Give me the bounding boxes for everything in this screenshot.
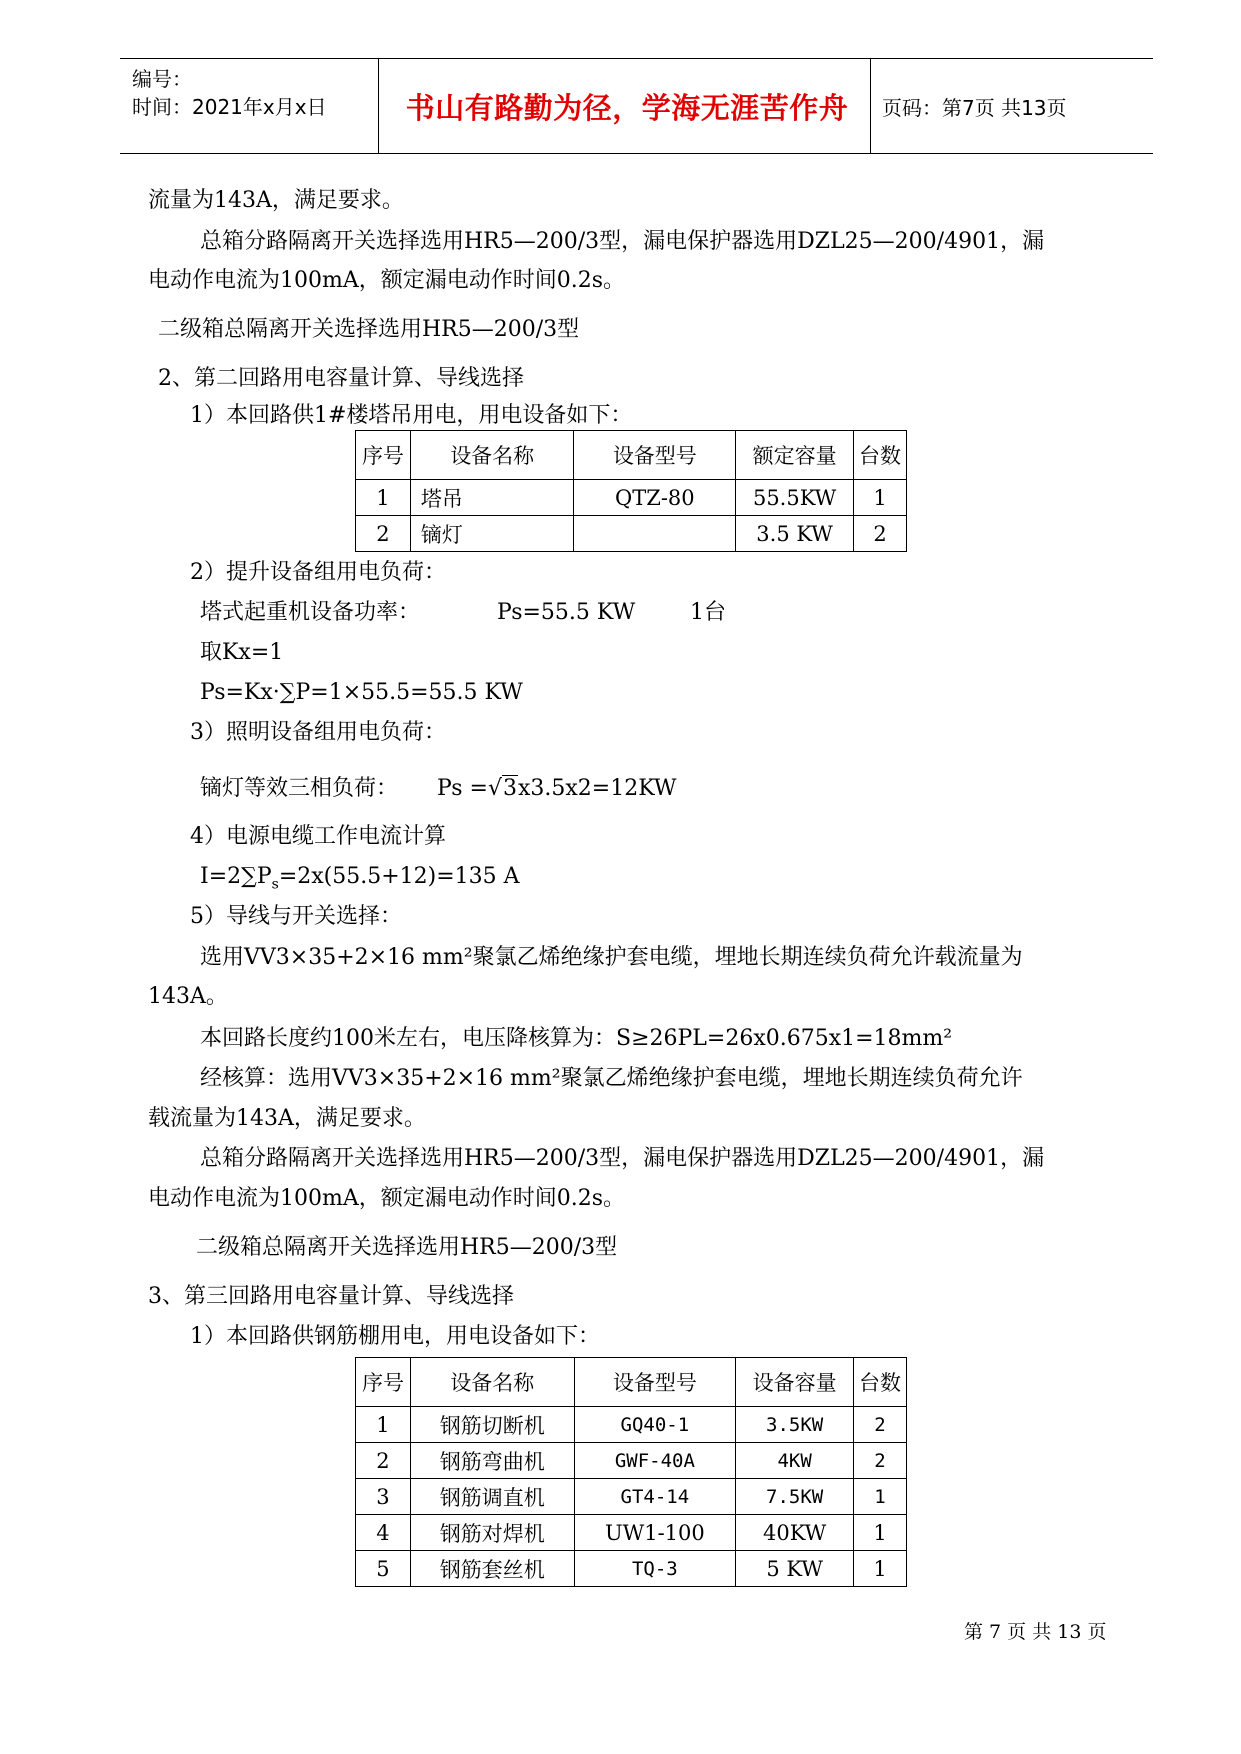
table-cell: 3 xyxy=(356,1479,411,1515)
table-cell: 1 xyxy=(356,1407,411,1443)
page-footer: 第 7 页 共 13 页 xyxy=(964,1621,1107,1643)
table-cell: 55.5KW xyxy=(736,480,854,516)
table-header-cell: 额定容量 xyxy=(736,431,854,480)
paragraph: 流量为143A，满足要求。 xyxy=(148,188,404,213)
formula-prefix: Ps = xyxy=(437,776,488,801)
table-cell: 钢筋套丝机 xyxy=(410,1551,574,1587)
table-cell: 40KW xyxy=(736,1515,854,1551)
formula-suffix: x3.5x2=12KW xyxy=(517,776,677,801)
table-header-cell: 序号 xyxy=(356,431,411,480)
equipment-table-circuit-2 xyxy=(355,430,907,552)
header-divider xyxy=(378,59,379,153)
table-cell: UW1-100 xyxy=(574,1515,736,1551)
table-row xyxy=(356,1407,907,1443)
header-motto: 书山有路勤为径，学海无涯苦作舟 xyxy=(405,90,849,125)
formula-line xyxy=(200,598,726,628)
table-row xyxy=(356,480,907,516)
table-cell: 2 xyxy=(854,1407,907,1443)
paragraph: 总箱分路隔离开关选择选用HR5—200/3型，漏电保护器选用DZL25—200/4901，漏 xyxy=(200,1146,1045,1171)
table-cell: 钢筋切断机 xyxy=(410,1407,574,1443)
formula-suffix: =2x(55.5+12)=135 A xyxy=(278,864,520,889)
table-header-cell: 台数 xyxy=(854,431,907,480)
section-heading: 3、第三回路用电容量计算、导线选择 xyxy=(148,1284,514,1309)
header-divider xyxy=(870,59,871,153)
table-cell: GT4-14 xyxy=(574,1479,736,1515)
formula-prefix: I=2∑P xyxy=(200,864,272,889)
table-header-cell: 设备容量 xyxy=(736,1358,854,1407)
document-time-label: 时间：2021年x月x日 xyxy=(132,95,327,119)
paragraph: 143A。 xyxy=(148,984,228,1009)
paragraph: 选用VV3×35+2×16 mm²聚氯乙烯绝缘护套电缆，埋地长期连续负荷允许载流量为 xyxy=(200,945,1023,970)
table-cell: 2 xyxy=(854,516,907,552)
equipment-table-circuit-3 xyxy=(355,1357,907,1587)
paragraph: 载流量为143A，满足要求。 xyxy=(148,1106,426,1131)
header-page-number: 页码：第7页 共13页 xyxy=(882,95,1067,120)
table-header-cell: 台数 xyxy=(854,1358,907,1407)
table-header-cell: 设备名称 xyxy=(410,431,574,480)
table-cell: 钢筋弯曲机 xyxy=(410,1443,574,1479)
paragraph: 电动作电流为100mA，额定漏电动作时间0.2s。 xyxy=(148,1186,626,1211)
table-row xyxy=(356,1443,907,1479)
header-meta xyxy=(132,65,327,121)
sqrt-symbol: √3 xyxy=(487,776,517,801)
document-number-label: 编号： xyxy=(132,67,192,91)
table-cell: GWF-40A xyxy=(574,1443,736,1479)
table-cell: 塔吊 xyxy=(410,480,574,516)
table-cell: 1 xyxy=(854,1515,907,1551)
paragraph: 本回路长度约100米左右，电压降核算为：S≥26PL=26x0.675x1=18mm² xyxy=(200,1026,953,1051)
formula-line: Ps=Kx·∑P=1×55.5=55.5 KW xyxy=(200,680,523,705)
paragraph: 5）导线与开关选择： xyxy=(190,904,402,929)
formula-line xyxy=(200,774,677,804)
formula-label: 镝灯等效三相负荷： xyxy=(200,776,399,801)
table-header-row xyxy=(356,1358,907,1407)
table-cell: 3.5 KW xyxy=(736,516,854,552)
paragraph: 总箱分路隔离开关选择选用HR5—200/3型，漏电保护器选用DZL25—200/4901，漏 xyxy=(200,229,1045,254)
formula-line: 取Kx=1 xyxy=(200,640,284,665)
sqrt-radicand: 3 xyxy=(502,776,517,801)
paragraph: 二级箱总隔离开关选择选用HR5—200/3型 xyxy=(158,317,580,342)
table-cell: 2 xyxy=(356,1443,411,1479)
paragraph: 电动作电流为100mA，额定漏电动作时间0.2s。 xyxy=(148,268,626,293)
table-cell: 5 xyxy=(356,1551,411,1587)
table-cell: 1 xyxy=(854,480,907,516)
paragraph: 1）本回路供1#楼塔吊用电，用电设备如下： xyxy=(190,403,633,428)
formula-value: Ps=55.5 KW xyxy=(497,600,636,625)
table-cell: 1 xyxy=(854,1479,907,1515)
table-cell: TQ-3 xyxy=(574,1551,736,1587)
table-cell: QTZ-80 xyxy=(574,480,736,516)
table-cell: 5 KW xyxy=(736,1551,854,1587)
table-row xyxy=(356,1479,907,1515)
table-cell: GQ40-1 xyxy=(574,1407,736,1443)
table-header-cell: 序号 xyxy=(356,1358,411,1407)
table-cell: 3.5KW xyxy=(736,1407,854,1443)
table-cell: 1 xyxy=(854,1551,907,1587)
paragraph: 4）电源电缆工作电流计算 xyxy=(190,824,446,849)
formula-expression xyxy=(437,774,676,804)
table-cell: 镝灯 xyxy=(410,516,574,552)
table-header-cell: 设备型号 xyxy=(574,431,736,480)
table-cell xyxy=(574,516,736,552)
table-cell: 4 xyxy=(356,1515,411,1551)
page-header xyxy=(120,58,1153,154)
paragraph: 经核算：选用VV3×35+2×16 mm²聚氯乙烯绝缘护套电缆，埋地长期连续负荷允许 xyxy=(200,1066,1023,1091)
section-heading: 2、第二回路用电容量计算、导线选择 xyxy=(158,366,524,391)
table-cell: 钢筋对焊机 xyxy=(410,1515,574,1551)
paragraph: 3）照明设备组用电负荷： xyxy=(190,720,446,745)
formula-line xyxy=(200,862,520,899)
paragraph: 二级箱总隔离开关选择选用HR5—200/3型 xyxy=(196,1235,618,1260)
table-cell: 7.5KW xyxy=(736,1479,854,1515)
paragraph: 1）本回路供钢筋棚用电，用电设备如下： xyxy=(190,1324,600,1349)
formula-subscript: s xyxy=(271,876,279,893)
formula-label: 塔式起重机设备功率： xyxy=(200,600,421,625)
formula-count: 1台 xyxy=(690,600,726,625)
table-row xyxy=(356,1515,907,1551)
table-cell: 钢筋调直机 xyxy=(410,1479,574,1515)
table-header-cell: 设备型号 xyxy=(574,1358,736,1407)
table-header-cell: 设备名称 xyxy=(410,1358,574,1407)
paragraph: 2）提升设备组用电负荷： xyxy=(190,560,446,585)
table-cell: 4KW xyxy=(736,1443,854,1479)
table-cell: 2 xyxy=(854,1443,907,1479)
table-row xyxy=(356,516,907,552)
table-cell: 1 xyxy=(356,480,411,516)
table-cell: 2 xyxy=(356,516,411,552)
table-header-row xyxy=(356,431,907,480)
table-row xyxy=(356,1551,907,1587)
